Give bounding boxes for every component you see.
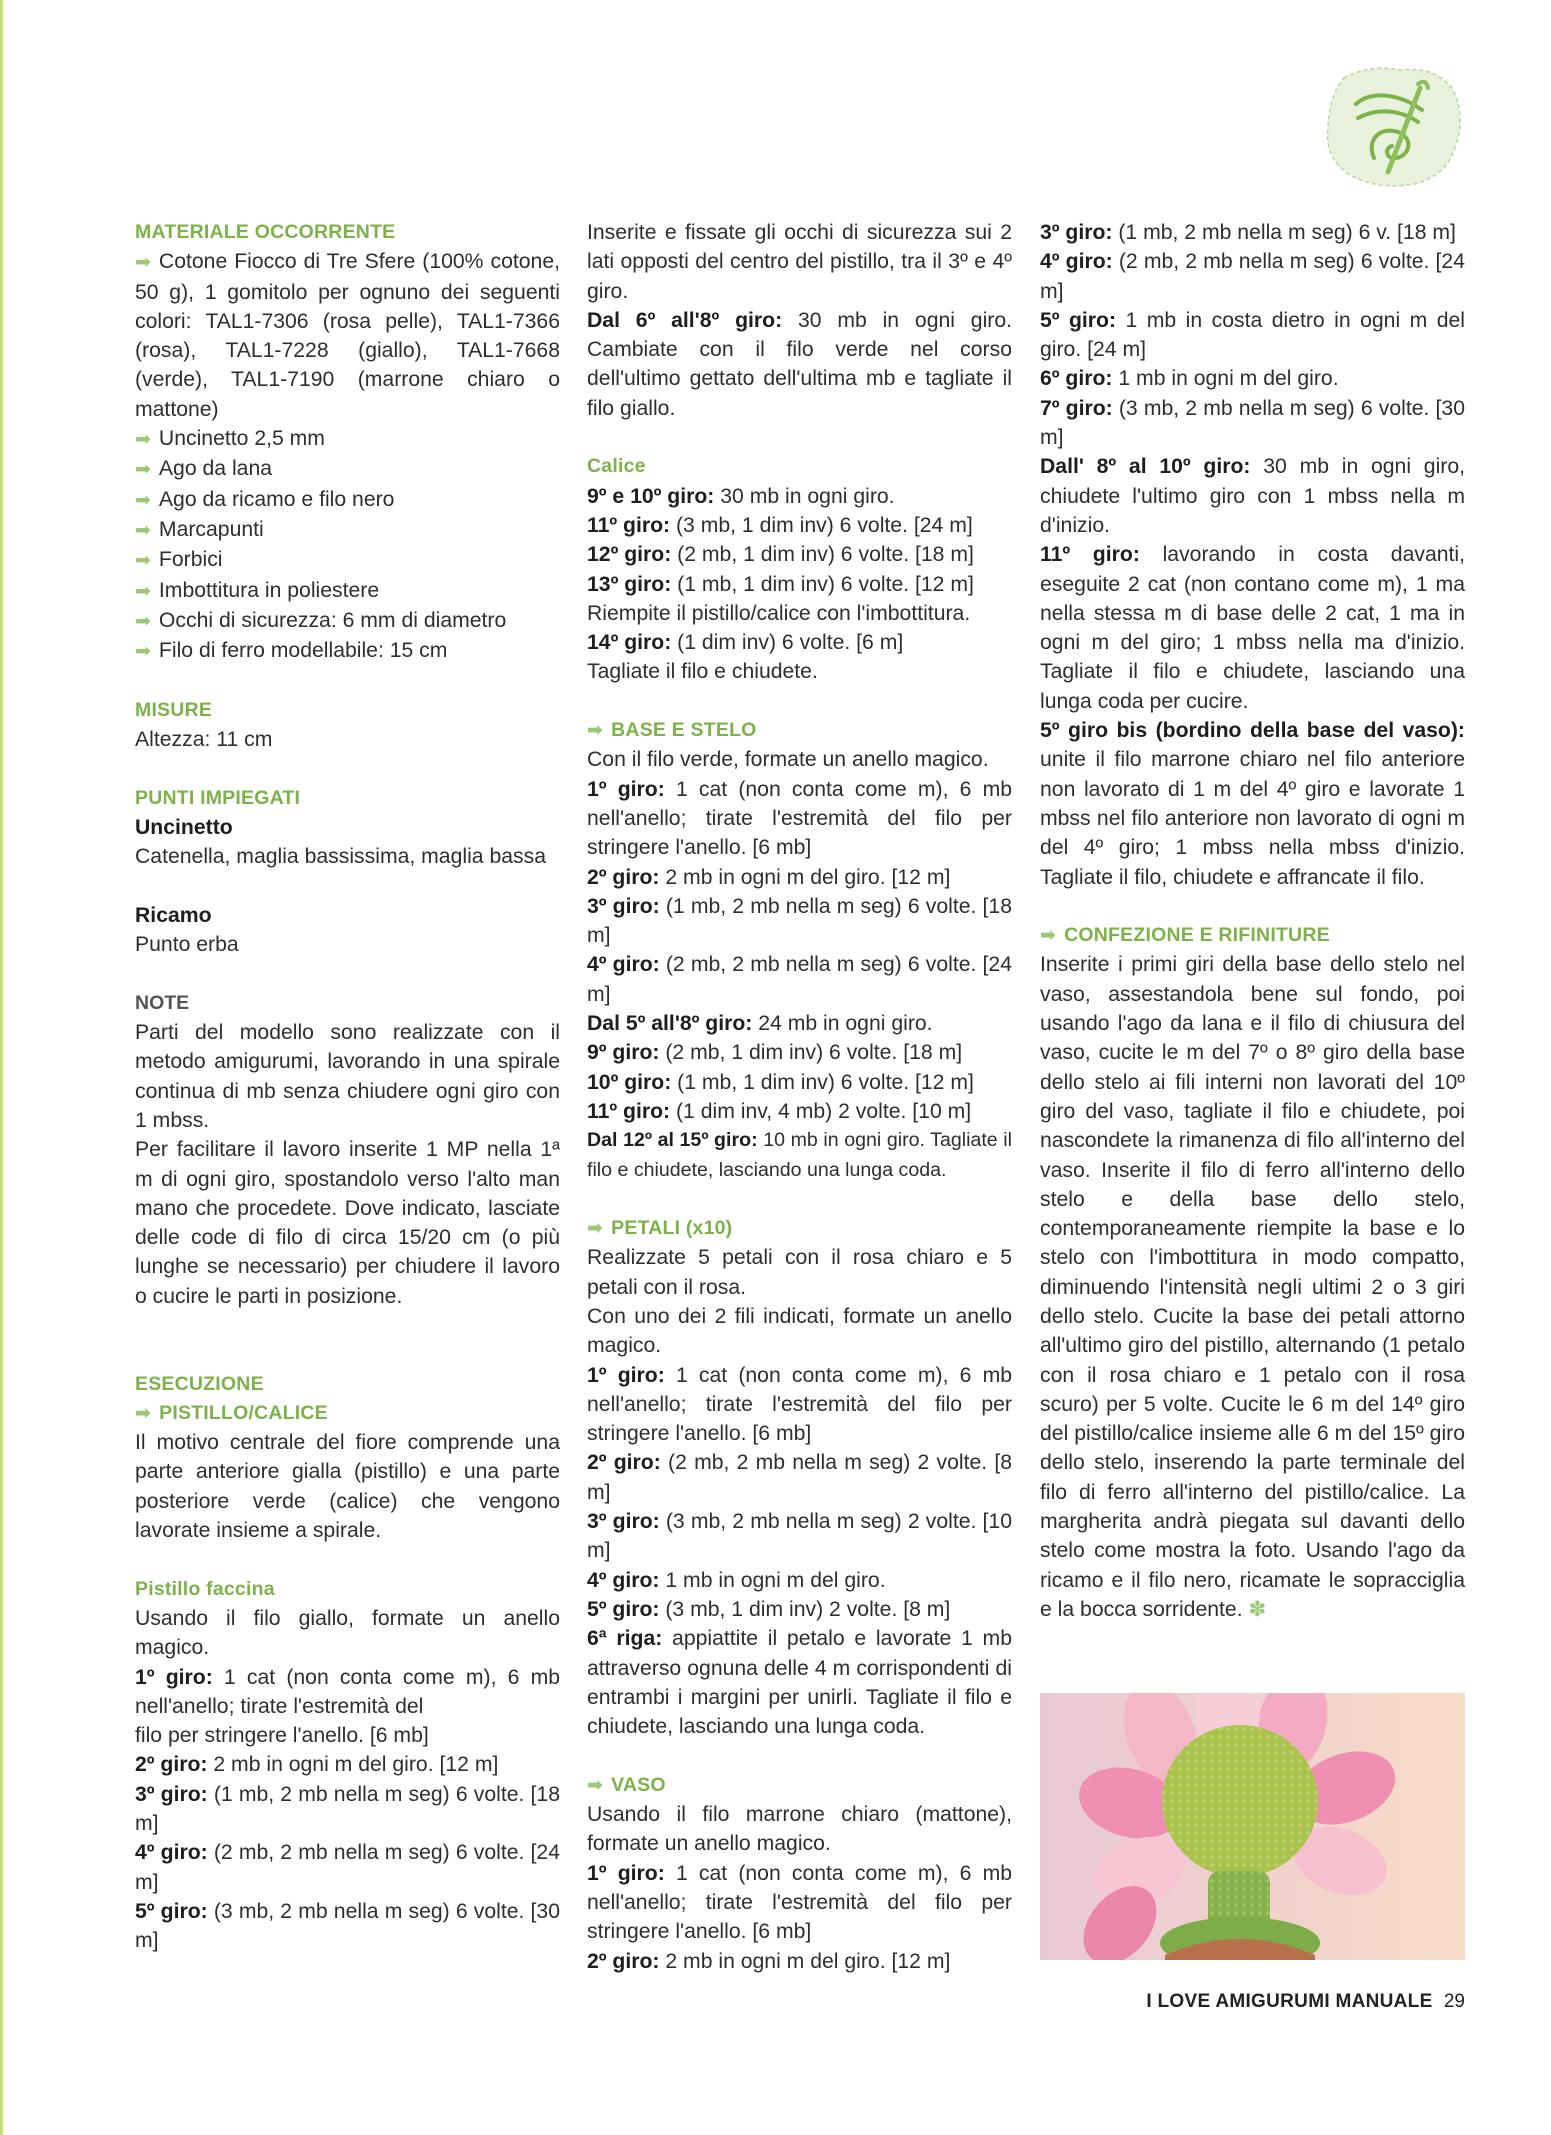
petali-round: 4º giro: 1 mb in ogni m del giro. <box>587 1568 886 1592</box>
base-intro: Con il filo verde, formate un anello magico. <box>587 748 989 772</box>
flower-photo-illustration <box>1040 1693 1465 1960</box>
list-item: ➡ Marcapunti <box>135 517 264 541</box>
calice-title: Calice <box>587 455 646 478</box>
arrow-right-icon: ➡ <box>135 519 151 541</box>
vaso-round: 6º giro: 1 mb in ogni m del giro. <box>1040 367 1339 391</box>
petali-round: 3º giro: (3 mb, 2 mb nella m seg) 2 volte. [10 m] <box>587 1510 1012 1563</box>
faccina-round-1: 1º giro: 1 cat (non conta come m), 6 mb nell'anello; tirate l'estremità del <box>135 1665 561 1718</box>
arrow-right-icon: ➡ <box>135 429 151 451</box>
base-round: 1º giro: 1 cat (non conta come m), 6 mb nell'anello; tirate l'estremità del filo per stringere l'anello. [6 mb] <box>587 777 1013 860</box>
flower-icon: ✽ <box>1248 1597 1267 1621</box>
crochet-hook-logo <box>1318 60 1468 190</box>
flower-photo <box>1040 1693 1465 1960</box>
dal6-round: Dal 6º all'8º giro: 30 mb in ogni giro. Cambiate con il filo verde nel corso dell'ultimo gettato dell'ultima mb e tagliate il filo giallo. <box>587 308 1013 420</box>
footer-title: I LOVE AMIGURUMI MANUALE <box>1146 1991 1433 2012</box>
arrow-right-icon: ➡ <box>135 252 151 274</box>
vaso-round: 11º giro: lavorando in costa davanti, eseguite 2 cat (non contano come m), 1 ma nella stessa m di base delle 2 cat, 1 ma in ogni m del giro; 1 mbss nella ma d'inizio. Tagliate il filo e chiudete, lasciando una lunga coda per cucire. <box>1040 543 1465 713</box>
confezione-title: ➡ CONFEZIONE E RIFINITURE <box>1040 924 1330 947</box>
calice-round: 12º giro: (2 mb, 1 dim inv) 6 volte. [18 m] <box>587 543 974 567</box>
calice-round: 11º giro: (3 mb, 1 dim inv) 6 volte. [24 m] <box>587 513 973 537</box>
uncinetto-text: Catenella, maglia bassissima, maglia bassa <box>135 845 546 869</box>
base-round: Dal 12º al 15º giro: 10 mb in ogni giro. Tagliate il filo e chiudete, lasciando una lunga coda. <box>587 1129 1012 1181</box>
pistillo-text: Il motivo centrale del fiore comprende una parte anteriore gialla (pistillo) e una parte posteriore verde (calice) che vengono lavorate insieme a spirale. <box>135 1431 560 1543</box>
arrow-right-icon: ➡ <box>135 580 151 602</box>
faccina-round-3: 3º giro: (1 mb, 2 mb nella m seg) 6 volte. [18 m] <box>135 1782 560 1836</box>
column-1 <box>135 218 560 1956</box>
vaso-round: 4º giro: (2 mb, 2 mb nella m seg) 6 volte. [24 m] <box>1040 250 1465 303</box>
arrow-right-icon: ➡ <box>135 610 151 632</box>
arrow-right-icon: ➡ <box>135 459 151 481</box>
petali-p2: Con uno dei 2 fili indicati, formate un anello magico. <box>587 1304 1012 1358</box>
list-item: ➡ Uncinetto 2,5 mm <box>135 427 325 451</box>
arrow-right-icon: ➡ <box>587 720 604 742</box>
note-p1: Parti del modello sono realizzate con il metodo amigurumi, lavorando in una spirale continua di mb senza chiudere ogni giro con 1 mbss. <box>135 1021 560 1132</box>
vaso-round: 2º giro: 2 mb in ogni m del giro. [12 m] <box>587 1949 951 1973</box>
petali-title: ➡ PETALI (x10) <box>587 1217 733 1240</box>
arrow-right-icon: ➡ <box>135 1402 152 1424</box>
arrow-right-icon: ➡ <box>587 1218 604 1240</box>
note-title: NOTE <box>135 991 190 1014</box>
faccina-round-5: 5º giro: (3 mb, 2 mb nella m seg) 6 volte. [30 m] <box>135 1899 560 1953</box>
misure-text: Altezza: 11 cm <box>135 728 273 752</box>
base-round: 9º giro: (2 mb, 1 dim inv) 6 volte. [18 m] <box>587 1041 963 1065</box>
column-3 <box>1040 218 1465 1624</box>
materiale-list <box>135 424 560 666</box>
vaso-round: 3º giro: (1 mb, 2 mb nella m seg) 6 v. [18 m] <box>1040 221 1456 244</box>
list-item: ➡ Occhi di sicurezza: 6 mm di diametro <box>135 608 507 632</box>
confezione-text: Inserite i primi giri della base dello stelo nel vaso, assestandola bene sul fondo, poi usando l'ago da lana e il filo di chiusura del vaso, cucite le m del 7º o 8º giro della base dello stelo ai fili interni non lavorati del 10º giro del vaso, tagliate il filo e chiudete, poi nascondete la rimanenza di filo all'interno del vaso. Inserite il filo di ferro all'interno dello stelo e della base dello stelo, contemporaneamente riempite la base e lo stelo con l'imbottitura in modo compatto, diminuendo l'intensità negli ultimi 2 o 3 giri dello stelo. Cucite la base dei petali attorno all'ultimo giro del pistillo, alternando (1 petalo con il rosa chiaro e 1 petalo con il rosa scuro) per 5 volte. Cucite le 6 m del 14º giro del pistillo/calice insieme alle 6 m del 15º giro dello stelo, inserendo la parte terminale del filo di ferro all'interno del pistillo/calice. La margherita andrà piegata sul davanti dello stelo come mostra la foto. Usando l'ago da ricamo e il filo nero, ricamate le sopracciglia e la bocca sorridente. ✽ <box>1040 953 1465 1621</box>
list-item: ➡ Imbottitura in poliestere <box>135 578 380 602</box>
list-item: ➡ Ago da ricamo e filo nero <box>135 487 395 511</box>
bis-round: 5º giro bis (bordino della base del vaso): unite il filo marrone chiaro nel filo anteriore non lavorato di 1 m del 4º giro e lavorate 1 mbss nel filo anteriore non lavorato di ogni m del 4º giro; 1 mbss nella mbss d'inizio. Tagliate il filo, chiudete e affrancate il filo. <box>1040 719 1465 889</box>
materiale-title: MATERIALE OCCORRENTE <box>135 221 396 243</box>
vaso-round: 1º giro: 1 cat (non conta come m), 6 mb nell'anello; tirate l'estremità del filo per stringere l'anello. [6 mb] <box>587 1861 1013 1944</box>
calice-riempite: Riempite il pistillo/calice con l'imbottitura. <box>587 601 971 625</box>
list-item: ➡ Ago da lana <box>135 457 273 481</box>
base-title: ➡ BASE E STELO <box>587 719 757 742</box>
arrow-right-icon: ➡ <box>135 641 151 663</box>
base-round: 11º giro: (1 dim inv, 4 mb) 2 volte. [10 m] <box>587 1099 972 1123</box>
base-round: Dal 5º all'8º giro: 24 mb in ogni giro. <box>587 1012 933 1036</box>
vaso-intro: Usando il filo marrone chiaro (mattone), formate un anello magico. <box>587 1803 1012 1856</box>
petali-round: 5º giro: (3 mb, 1 dim inv) 2 volte. [8 m] <box>587 1597 951 1621</box>
calice-end: Tagliate il filo e chiudete. <box>587 660 818 684</box>
calice-round-14: 14º giro: (1 dim inv) 6 volte. [6 m] <box>587 631 904 655</box>
arrow-right-icon: ➡ <box>1040 925 1057 947</box>
ricamo-title: Ricamo <box>135 903 212 927</box>
misure-title: MISURE <box>135 698 213 721</box>
page-footer <box>1000 1991 1465 2013</box>
petali-p1: Realizzate 5 petali con il rosa chiaro e 5 petali con il rosa. <box>587 1246 1012 1299</box>
base-round: 3º giro: (1 mb, 2 mb nella m seg) 6 volte. [18 m] <box>587 894 1012 948</box>
base-round: 2º giro: 2 mb in ogni m del giro. [12 m] <box>587 865 951 889</box>
faccina-round-2: 2º giro: 2 mb in ogni m del giro. [12 m] <box>135 1753 499 1777</box>
vaso-round: Dall' 8º al 10º giro: 30 mb in ogni giro, chiudete l'ultimo giro con 1 mbss nella m d'inizio. <box>1040 455 1466 537</box>
faccina-round-1-cont: filo per stringere l'anello. [6 mb] <box>135 1724 429 1748</box>
esecuzione-title: ESECUZIONE <box>135 1372 264 1395</box>
materiale-first: ➡ Cotone Fiocco di Tre Sfere (100% cotone, 50 g), 1 gomitolo per ognuno dei seguenti colori: TAL1-7306 (rosa pelle), TAL1-7366 (rosa), TAL1-7228 (giallo), TAL1-7668 (verde), TAL1-7190 (marrone chiaro o mattone) <box>135 250 560 421</box>
column-2 <box>587 218 1012 1976</box>
vaso-round: 5º giro: 1 mb in costa dietro in ogni m del giro. [24 m] <box>1040 308 1466 362</box>
vaso-title: ➡ VASO <box>587 1773 666 1796</box>
arrow-right-icon: ➡ <box>135 489 151 511</box>
petali-round: 6ª riga: appiattite il petalo e lavorate 1 mb attraverso ognuna delle 4 m corrispondenti di entrambi i margini per unirli. Tagliate il filo e chiudete, lasciando una lunga coda. <box>587 1627 1012 1739</box>
base-round: 4º giro: (2 mb, 2 mb nella m seg) 6 volte. [24 m] <box>587 953 1012 1006</box>
uncinetto-title: Uncinetto <box>135 815 233 839</box>
faccina-intro: Usando il filo giallo, formate un anello magico. <box>135 1606 560 1660</box>
base-round: 10º giro: (1 mb, 1 dim inv) 6 volte. [12 m] <box>587 1070 974 1094</box>
page-edge <box>0 0 3 2135</box>
ricamo-text: Punto erba <box>135 933 239 957</box>
petali-round: 2º giro: (2 mb, 2 mb nella m seg) 2 volte. [8 m] <box>587 1451 1012 1504</box>
calice-round: 13º giro: (1 mb, 1 dim inv) 6 volte. [12 m] <box>587 572 974 596</box>
petali-round: 1º giro: 1 cat (non conta come m), 6 mb nell'anello; tirate l'estremità del filo per stringere l'anello. [6 mb] <box>587 1363 1013 1446</box>
list-item: ➡ Forbici <box>135 548 223 572</box>
arrow-right-icon: ➡ <box>135 550 151 572</box>
faccina-title: Pistillo faccina <box>135 1577 275 1600</box>
punti-title: PUNTI IMPIEGATI <box>135 786 301 809</box>
calice-round: 9º e 10º giro: 30 mb in ogni giro. <box>587 484 895 508</box>
page-number: 29 <box>1443 1991 1465 2012</box>
note-p2: Per facilitare il lavoro inserite 1 MP nella 1ª m di ogni giro, spostandolo verso l'alto man mano che procedete. Dove indicato, lasciate delle code di filo di circa 15/20 cm (o più lunghe se necessario) per chiudere il lavoro o cucire le parti in posizione. <box>135 1138 560 1308</box>
arrow-right-icon: ➡ <box>587 1774 604 1796</box>
eyes-intro: Inserite e fissate gli occhi di sicurezza sui 2 lati opposti del centro del pistillo, tra il 3º e 4º giro. <box>587 221 1012 303</box>
list-item: ➡ Filo di ferro modellabile: 15 cm <box>135 639 448 663</box>
faccina-round-4: 4º giro: (2 mb, 2 mb nella m seg) 6 volte. [24 m] <box>135 1841 560 1894</box>
pistillo-title: ➡ PISTILLO/CALICE <box>135 1401 328 1424</box>
vaso-round: 7º giro: (3 mb, 2 mb nella m seg) 6 volte. [30 m] <box>1040 396 1465 450</box>
